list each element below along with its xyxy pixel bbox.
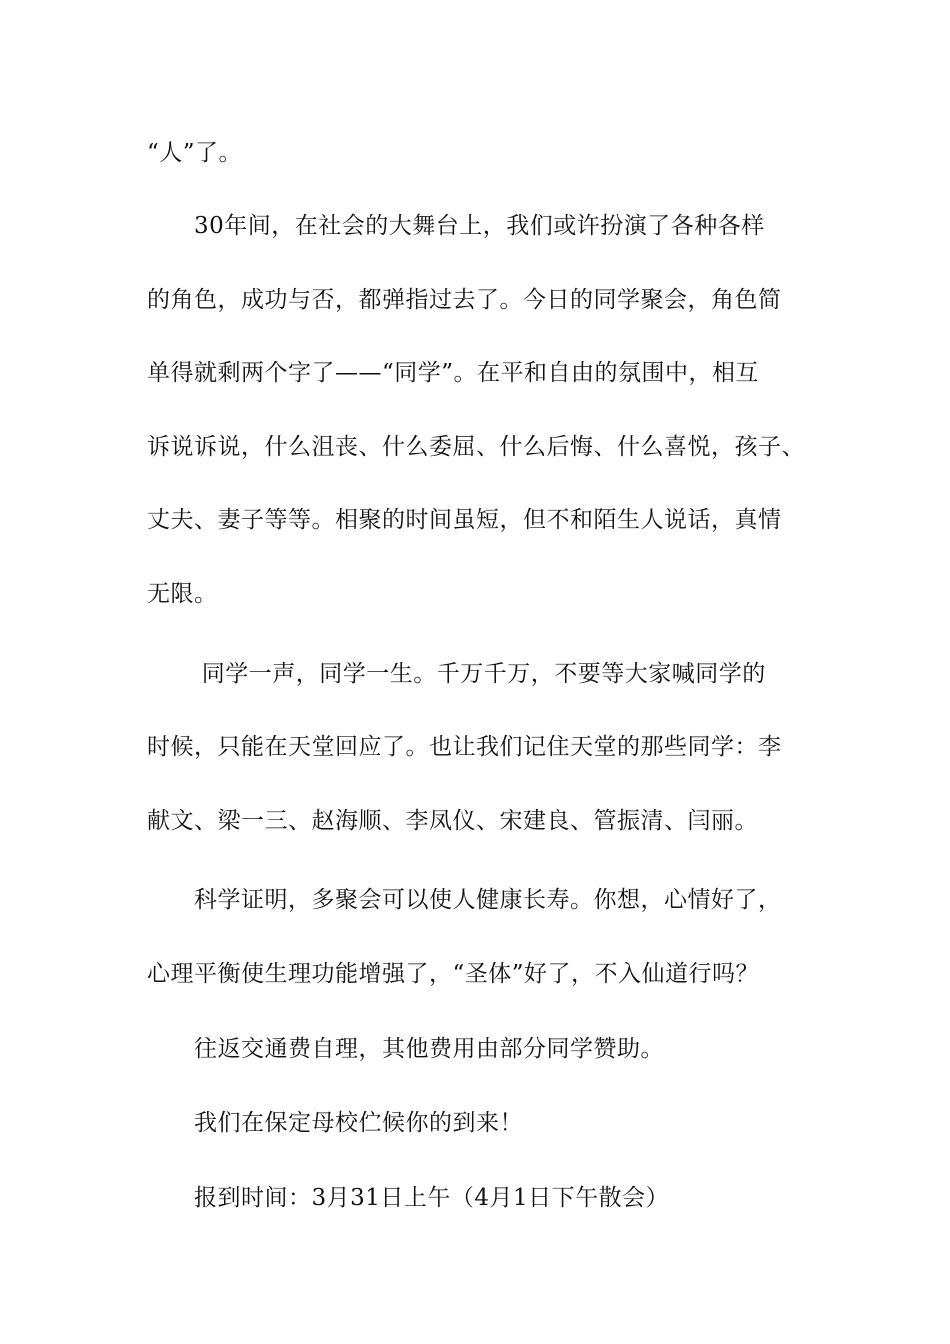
text-line: 报到时间：3月31日上午（4月1日下午散会） — [147, 1185, 670, 1211]
text-line: 30年间，在社会的大舞台上，我们或许扮演了各种各样 — [147, 213, 765, 239]
text-line: 科学证明，多聚会可以使人健康长寿。你想，心情好了， — [147, 887, 782, 913]
text-line: 丈夫、妻子等等。相聚的时间虽短，但不和陌生人说话，真情 — [147, 507, 782, 533]
text-line: 我们在保定母校伫候你的到来！ — [147, 1110, 523, 1136]
text-line: 单得就剩两个字了——“同学”。在平和自由的氛围中，相互 — [147, 360, 760, 386]
text-line: 无限。 — [147, 581, 218, 607]
text-line: 献文、梁一三、赵海顺、李凤仪、宋建良、管振清、闫丽。 — [147, 808, 758, 834]
text-line: 同学一声，同学一生。千万千万，不要等大家喊同学的 — [147, 661, 766, 687]
text-line: “人”了。 — [147, 140, 243, 166]
text-line: 的角色，成功与否，都弹指过去了。今日的同学聚会，角色简 — [147, 287, 782, 313]
text-line: 心理平衡使生理功能增强了，“圣体”好了，不入仙道行吗？ — [147, 961, 760, 987]
text-line: 往返交通费自理，其他费用由部分同学赞助。 — [147, 1036, 664, 1062]
text-line: 时候，只能在天堂回应了。也让我们记住天堂的那些同学：李 — [147, 734, 782, 760]
text-line: 诉说诉说，什么沮丧、什么委屈、什么后悔、什么喜悦，孩子、 — [147, 434, 805, 460]
